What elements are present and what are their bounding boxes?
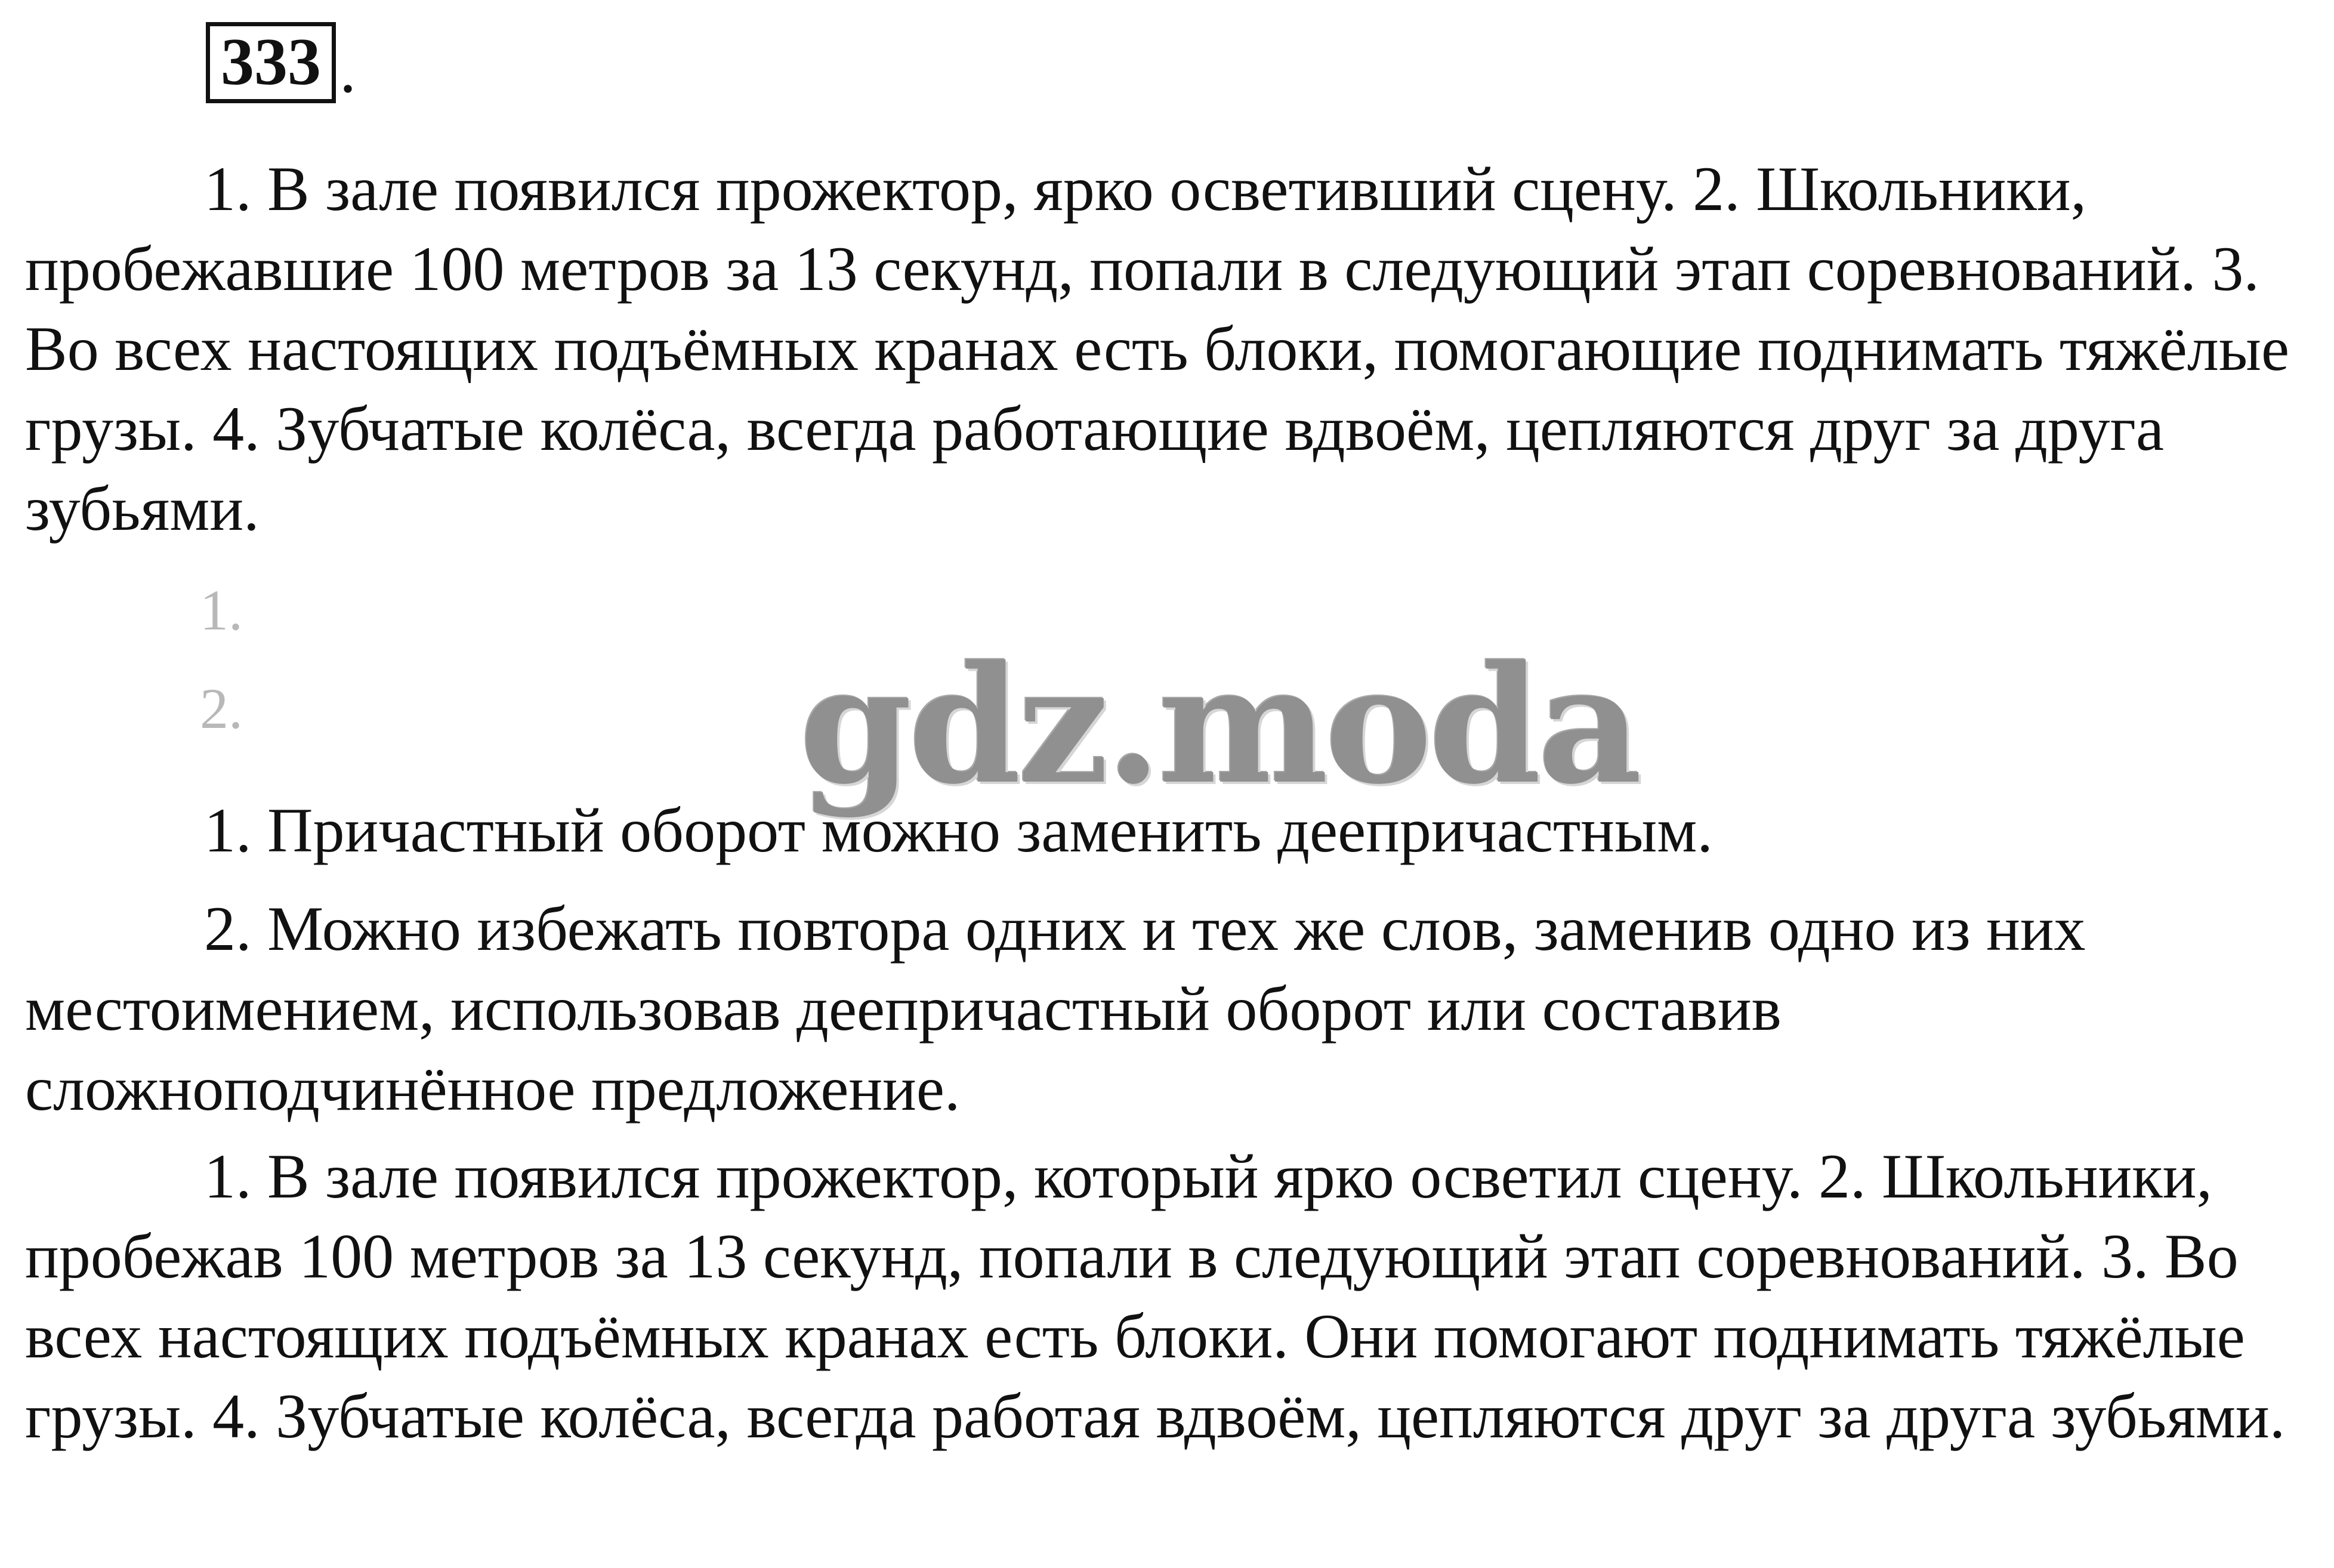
exercise-number-box: 333 (206, 22, 336, 103)
original-sentences-paragraph: 1. В зале появился прожектор, ярко осветивший сцену. 2. Школьники, пробежавшие 100 метров за 13 секунд, попали в следующий этап соревнований. 3. Во всех настоящих подъёмных кранах есть блоки, помогающие поднимать тяжёлые грузы. 4. Зубчатые колёса, всегда работающие вдвоём, цепляются друг за друга зубьями. (25, 154, 2289, 544)
answer-1-paragraph: 1. Причастный оборот можно заменить деепричастным. (204, 795, 1713, 865)
watermark-logo: gdz.moda (799, 630, 1639, 820)
answer-2-paragraph: 2. Можно избежать повтора одних и тех же слов, заменив одно из них местоимением, использовав деепричастный оборот или составив сложноподчинённое предложение. (25, 894, 2086, 1123)
exercise-number-dot: . (339, 33, 356, 107)
faded-item-number-1: 1. (200, 578, 243, 642)
faded-item-number-2: 2. (200, 677, 243, 740)
exercise-number (206, 25, 356, 107)
rewritten-sentences-paragraph: 1. В зале появился прожектор, который ярко осветил сцену. 2. Школьники, пробежав 100 метров за 13 секунд, попали в следующий этап соревнований. 3. Во всех настоящих подъёмных кранах есть блоки. Они помогают поднимать тяжёлые грузы. 4. Зубчатые колёса, всегда работая вдвоём, цепляются друг за друга зубьями. (25, 1141, 2286, 1451)
